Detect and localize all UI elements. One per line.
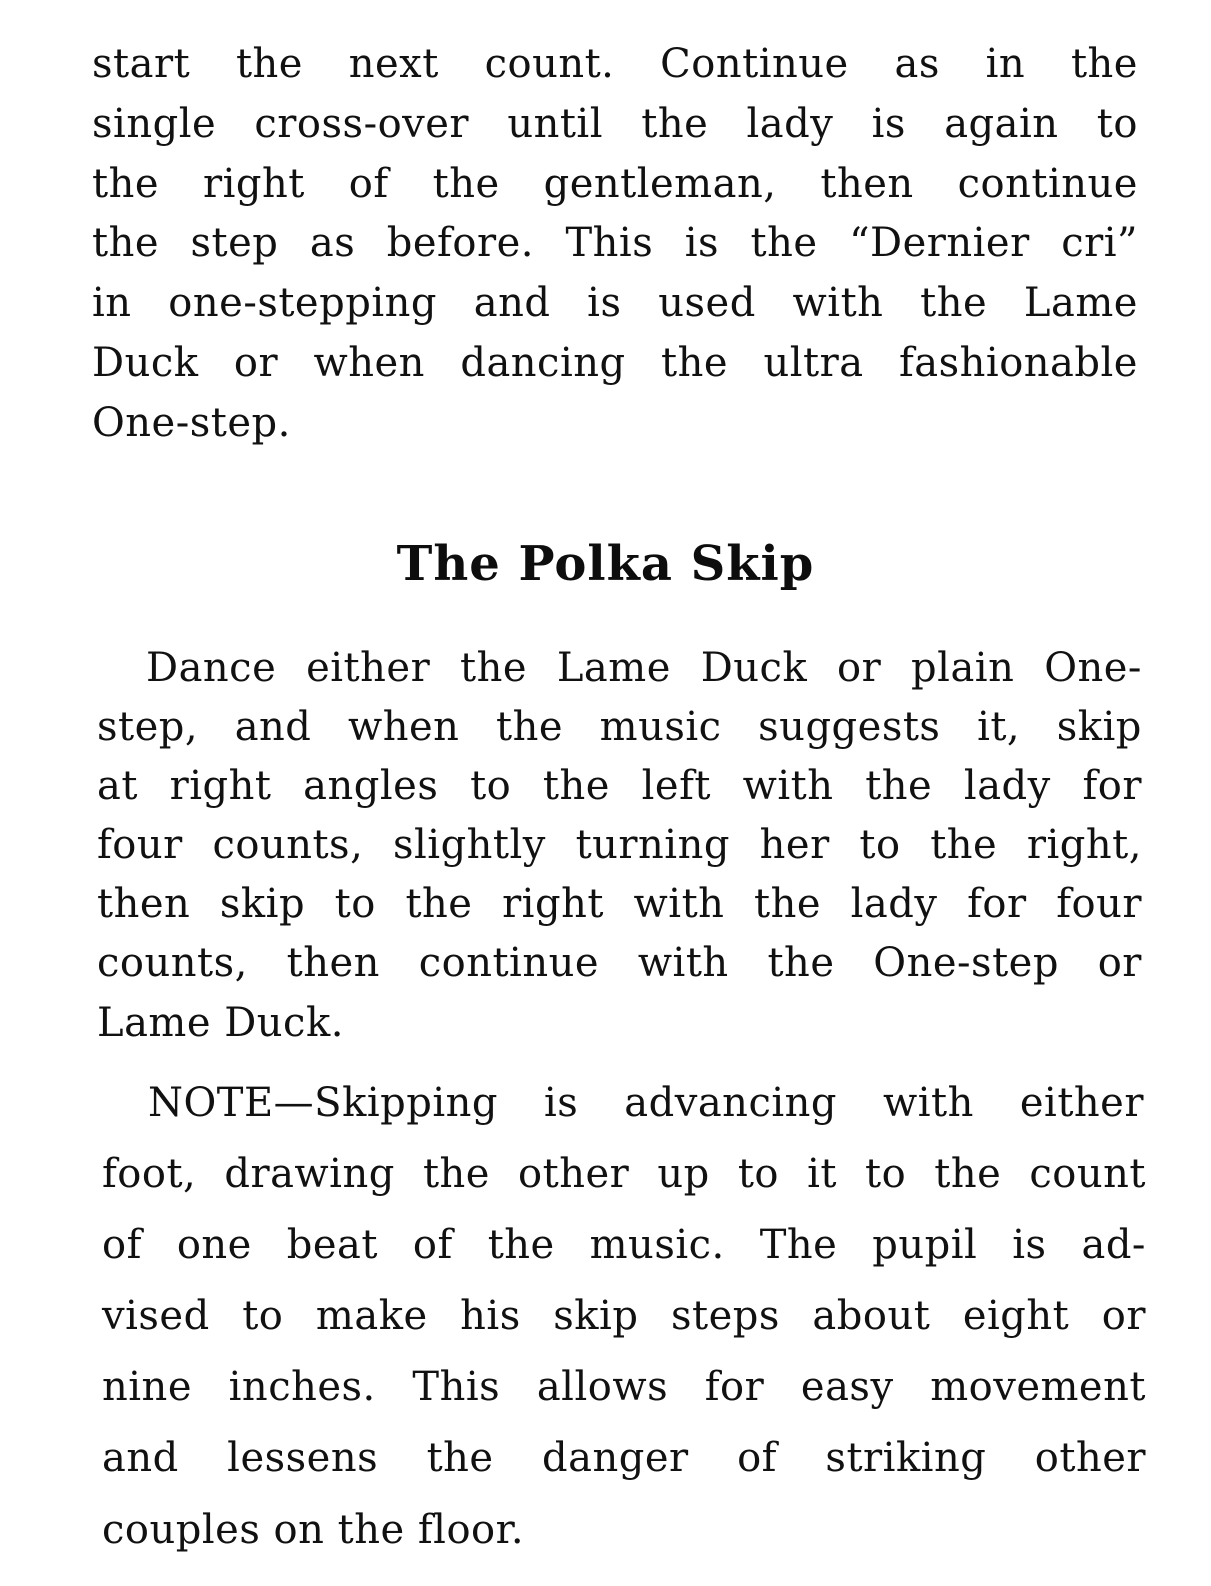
word: lady xyxy=(963,763,1051,809)
text-line: One-step. xyxy=(92,400,291,446)
text-line xyxy=(92,161,1138,207)
word: in xyxy=(92,280,132,326)
word: to xyxy=(1096,101,1138,147)
word: the xyxy=(930,822,998,868)
word: to xyxy=(470,763,512,809)
word: or xyxy=(1097,940,1142,986)
word: when xyxy=(348,704,460,750)
word: Lame xyxy=(1023,280,1138,326)
word: The xyxy=(759,1222,838,1268)
text-line xyxy=(92,220,1138,266)
word: it xyxy=(807,1151,837,1197)
section-heading: The Polka Skip xyxy=(396,536,815,592)
word: One- xyxy=(1044,645,1142,691)
word: angles xyxy=(303,763,439,809)
word: in xyxy=(985,41,1026,87)
word: beat xyxy=(286,1222,378,1268)
word: is xyxy=(871,101,906,147)
word: This xyxy=(412,1364,501,1410)
word: the xyxy=(487,1222,555,1268)
word: is xyxy=(587,280,622,326)
word: gentleman, xyxy=(543,161,777,207)
word: is xyxy=(543,1080,579,1126)
text-line xyxy=(102,1222,1146,1268)
word: lady xyxy=(746,101,834,147)
word: the xyxy=(235,41,303,87)
word: the xyxy=(460,645,528,691)
word: or xyxy=(837,645,882,691)
word: left xyxy=(641,763,711,809)
word: striking xyxy=(825,1435,987,1481)
word: either xyxy=(1019,1080,1144,1126)
word: NOTE—Skipping xyxy=(148,1080,498,1126)
text-line xyxy=(97,704,1142,750)
word: cri” xyxy=(1061,220,1138,266)
word: or xyxy=(233,340,279,386)
word: vised xyxy=(102,1293,210,1339)
word: and xyxy=(234,704,312,750)
word: start xyxy=(92,41,191,87)
word: four xyxy=(1056,881,1142,927)
word: to xyxy=(334,881,376,927)
word: is xyxy=(684,220,720,266)
word: danger xyxy=(542,1435,689,1481)
word: the xyxy=(92,220,160,266)
word: counts, xyxy=(97,940,248,986)
text-line xyxy=(102,1364,1146,1410)
word: with xyxy=(637,940,729,986)
word: with xyxy=(883,1080,974,1126)
word: make xyxy=(315,1293,428,1339)
word: the xyxy=(542,763,610,809)
word: the xyxy=(750,220,818,266)
word: This xyxy=(565,220,654,266)
text-line xyxy=(148,1080,1144,1126)
word: of xyxy=(412,1222,453,1268)
word: of xyxy=(102,1222,142,1268)
word: ultra xyxy=(763,340,864,386)
word: continue xyxy=(957,161,1138,207)
word: the xyxy=(767,940,835,986)
word: until xyxy=(507,101,603,147)
word: her xyxy=(759,822,830,868)
word: the xyxy=(496,704,564,750)
word: either xyxy=(306,645,431,691)
word: to xyxy=(859,822,901,868)
word: at xyxy=(97,763,138,809)
word: then xyxy=(286,940,380,986)
word: nine xyxy=(102,1364,192,1410)
word: the xyxy=(641,101,709,147)
word: step, xyxy=(97,704,199,750)
word: with xyxy=(633,881,725,927)
text-line xyxy=(102,1435,1146,1481)
word: up xyxy=(657,1151,710,1197)
word: Duck xyxy=(700,645,808,691)
word: lessens xyxy=(227,1435,379,1481)
word: ad- xyxy=(1081,1222,1146,1268)
word: with xyxy=(742,763,834,809)
word: Continue xyxy=(660,41,849,87)
word: it, xyxy=(977,704,1021,750)
word: one xyxy=(176,1222,252,1268)
word: skip xyxy=(553,1293,639,1339)
word: about xyxy=(812,1293,931,1339)
word: “Dernier xyxy=(849,220,1030,266)
word: to xyxy=(242,1293,284,1339)
word: and xyxy=(473,280,551,326)
word: pupil xyxy=(872,1222,978,1268)
word: and xyxy=(102,1435,179,1481)
word: as xyxy=(309,220,356,266)
word: of xyxy=(737,1435,777,1481)
word: then xyxy=(820,161,914,207)
word: then xyxy=(97,881,191,927)
text-line xyxy=(102,1151,1146,1197)
word: the xyxy=(934,1151,1002,1197)
word: the xyxy=(661,340,729,386)
word: drawing xyxy=(224,1151,395,1197)
word: continue xyxy=(418,940,600,986)
word: count xyxy=(1029,1151,1146,1197)
text-line: Lame Duck. xyxy=(97,1000,344,1046)
word: single xyxy=(92,101,217,147)
word: allows xyxy=(536,1364,669,1410)
text-line xyxy=(92,101,1138,147)
word: right xyxy=(169,763,272,809)
word: turning xyxy=(575,822,730,868)
word: the xyxy=(1070,41,1138,87)
word: foot, xyxy=(102,1151,197,1197)
word: one-stepping xyxy=(168,280,437,326)
word: skip xyxy=(1056,704,1142,750)
text-line xyxy=(97,881,1142,927)
word: the xyxy=(426,1435,494,1481)
text-line xyxy=(102,1293,1146,1339)
word: or xyxy=(1101,1293,1146,1339)
text-line xyxy=(146,645,1142,691)
word: to xyxy=(865,1151,907,1197)
word: counts, xyxy=(212,822,364,868)
text-line xyxy=(97,822,1142,868)
text-line xyxy=(92,280,1138,326)
text-line xyxy=(92,340,1138,386)
word: steps xyxy=(670,1293,780,1339)
word: four xyxy=(97,822,183,868)
word: for xyxy=(967,881,1027,927)
word: the xyxy=(432,161,500,207)
word: eight xyxy=(962,1293,1070,1339)
word: Dance xyxy=(146,645,277,691)
text-line xyxy=(97,763,1142,809)
word: Duck xyxy=(92,340,199,386)
word: of xyxy=(348,161,389,207)
word: used xyxy=(658,280,756,326)
word: again xyxy=(944,101,1059,147)
word: with xyxy=(792,280,884,326)
word: plain xyxy=(911,645,1015,691)
word: easy xyxy=(800,1364,894,1410)
word: as xyxy=(894,41,940,87)
word: next xyxy=(348,41,439,87)
word: the xyxy=(754,881,822,927)
text-line xyxy=(97,940,1142,986)
word: when xyxy=(313,340,425,386)
word: to xyxy=(737,1151,779,1197)
word: other xyxy=(518,1151,630,1197)
word: music. xyxy=(589,1222,725,1268)
word: fashionable xyxy=(898,340,1138,386)
word: before. xyxy=(386,220,534,266)
word: the xyxy=(920,280,988,326)
word: the xyxy=(422,1151,490,1197)
word: skip xyxy=(219,881,306,927)
word: dancing xyxy=(460,340,626,386)
word: music xyxy=(599,704,722,750)
text-line: couples on the floor. xyxy=(102,1507,525,1553)
word: the xyxy=(865,763,933,809)
word: right xyxy=(202,161,305,207)
word: One-step xyxy=(873,940,1059,986)
word: the xyxy=(405,881,473,927)
word: suggests xyxy=(758,704,941,750)
word: other xyxy=(1034,1435,1146,1481)
word: count. xyxy=(484,41,615,87)
word: right xyxy=(502,881,604,927)
word: movement xyxy=(930,1364,1146,1410)
word: slightly xyxy=(392,822,546,868)
word: right, xyxy=(1026,822,1142,868)
word: the xyxy=(92,161,160,207)
word: step xyxy=(190,220,279,266)
word: cross-over xyxy=(254,101,470,147)
word: is xyxy=(1012,1222,1047,1268)
text-line xyxy=(92,41,1138,87)
word: inches. xyxy=(228,1364,376,1410)
word: for xyxy=(1082,763,1142,809)
word: Lame xyxy=(556,645,671,691)
word: for xyxy=(704,1364,765,1410)
word: advancing xyxy=(624,1080,838,1126)
word: his xyxy=(460,1293,521,1339)
word: lady xyxy=(850,881,938,927)
